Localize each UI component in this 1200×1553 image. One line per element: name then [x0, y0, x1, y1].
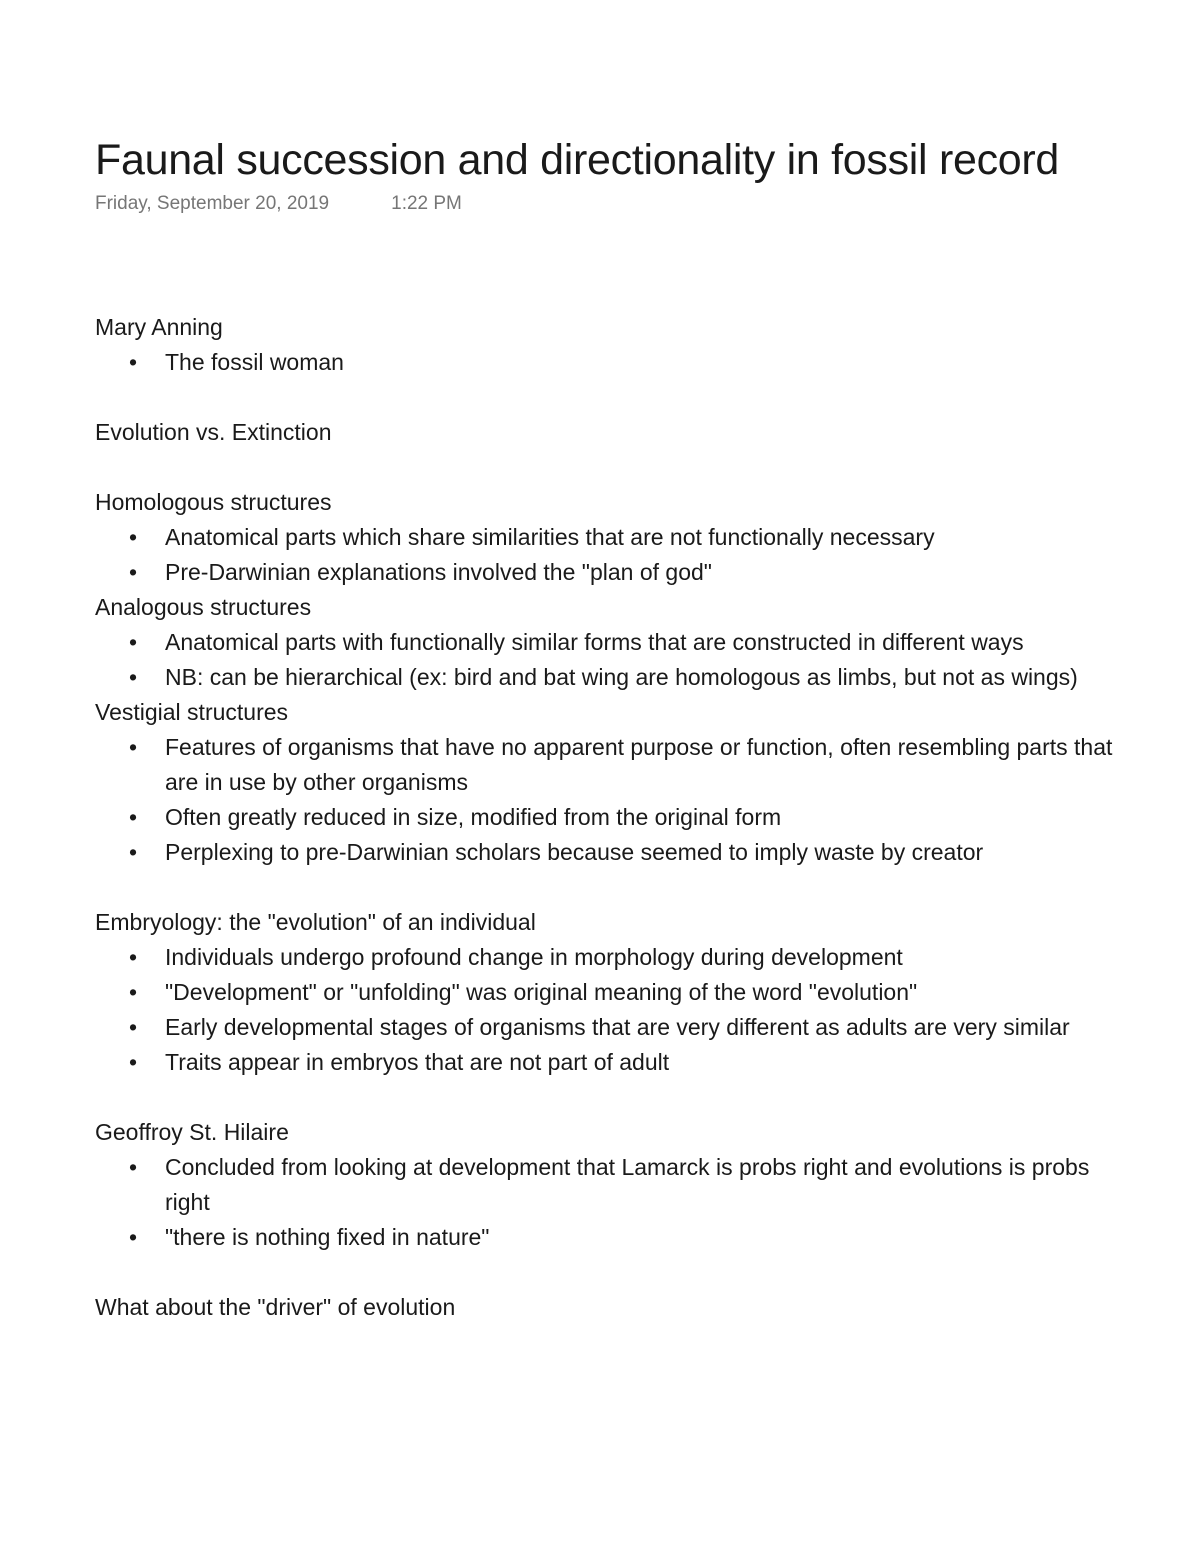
spacer — [95, 870, 1175, 905]
section-analogous — [95, 590, 1175, 695]
list-item — [95, 1010, 1175, 1045]
bullet-list — [95, 730, 1175, 870]
bullet-list — [95, 1150, 1175, 1255]
list-item — [95, 975, 1175, 1010]
note-page — [95, 130, 1175, 1325]
section-heading: What about the "driver" of evolution — [95, 1294, 456, 1320]
list-item — [95, 345, 1175, 380]
bullet-text: Early developmental stages of organisms that are very different as adults are very similar — [165, 1014, 1070, 1040]
section-heading: Vestigial structures — [95, 699, 289, 725]
spacer — [95, 1080, 1175, 1115]
list-item — [95, 660, 1175, 695]
list-item — [95, 1220, 1175, 1255]
bullet-text: The fossil woman — [165, 349, 344, 375]
bullet-list — [95, 520, 1175, 590]
bullet-text: NB: can be hierarchical (ex: bird and bat wing are homologous as limbs, but not as wings) — [165, 664, 1078, 690]
bullet-list — [95, 940, 1175, 1080]
bullet-text: Often greatly reduced in size, modified from the original form — [165, 804, 782, 830]
bullet-list — [95, 345, 1175, 380]
bullet-icon: • — [128, 1049, 138, 1075]
bullet-icon: • — [128, 804, 138, 830]
bullet-icon: • — [128, 979, 138, 1005]
list-item — [95, 555, 1175, 590]
bullet-list — [95, 625, 1175, 695]
spacer — [95, 450, 1175, 485]
section-geoffroy — [95, 1115, 1175, 1255]
section-heading: Mary Anning — [95, 314, 223, 340]
bullet-text: "Development" or "unfolding" was original meaning of the word "evolution" — [165, 979, 918, 1005]
section-heading: Homologous structures — [95, 489, 332, 515]
bullet-text: Anatomical parts which share similarities that are not functionally necessary — [165, 524, 935, 550]
bullet-icon: • — [128, 1014, 138, 1040]
bullet-icon: • — [128, 349, 138, 375]
section-heading: Geoffroy St. Hilaire — [95, 1119, 289, 1145]
spacer — [95, 1255, 1175, 1290]
bullet-text: Pre-Darwinian explanations involved the "plan of god" — [165, 559, 712, 585]
bullet-icon: • — [128, 839, 138, 865]
list-item — [95, 625, 1175, 660]
page-title: Faunal succession and directionality in fossil record — [95, 136, 1060, 184]
section-mary-anning — [95, 310, 1175, 380]
bullet-text: Features of organisms that have no apparent purpose or function, often resembling parts that are in use by other organisms — [165, 734, 1113, 795]
spacer — [95, 380, 1175, 415]
bullet-text: Perplexing to pre-Darwinian scholars because seemed to imply waste by creator — [165, 839, 984, 865]
section-embryology — [95, 905, 1175, 1080]
bullet-text: Individuals undergo profound change in morphology during development — [165, 944, 903, 970]
bullet-text: Traits appear in embryos that are not part of adult — [165, 1049, 670, 1075]
list-item — [95, 520, 1175, 555]
note-timestamp — [95, 190, 1175, 218]
section-evolution-extinction — [95, 415, 1175, 450]
section-heading: Evolution vs. Extinction — [95, 419, 332, 445]
bullet-icon: • — [128, 734, 138, 760]
list-item — [95, 835, 1175, 870]
list-item — [95, 940, 1175, 975]
list-item — [95, 730, 1175, 800]
list-item — [95, 800, 1175, 835]
note-body — [95, 310, 1175, 1325]
bullet-icon: • — [128, 944, 138, 970]
section-heading: Analogous structures — [95, 594, 312, 620]
note-time: 1:22 PM — [391, 193, 462, 214]
bullet-text: "there is nothing fixed in nature" — [165, 1224, 490, 1250]
bullet-icon: • — [128, 524, 138, 550]
section-driver — [95, 1290, 1175, 1325]
bullet-icon: • — [128, 1154, 138, 1180]
list-item — [95, 1045, 1175, 1080]
note-date: Friday, September 20, 2019 — [95, 193, 330, 214]
section-heading: Embryology: the "evolution" of an individual — [95, 909, 536, 935]
bullet-text: Anatomical parts with functionally similar forms that are constructed in different ways — [165, 629, 1024, 655]
bullet-icon: • — [128, 559, 138, 585]
section-vestigial — [95, 695, 1175, 870]
bullet-icon: • — [128, 664, 138, 690]
section-homologous — [95, 485, 1175, 590]
list-item — [95, 1150, 1175, 1220]
bullet-text: Concluded from looking at development that Lamarck is probs right and evolutions is probs right — [165, 1154, 1090, 1215]
bullet-icon: • — [128, 629, 138, 655]
bullet-icon: • — [128, 1224, 138, 1250]
